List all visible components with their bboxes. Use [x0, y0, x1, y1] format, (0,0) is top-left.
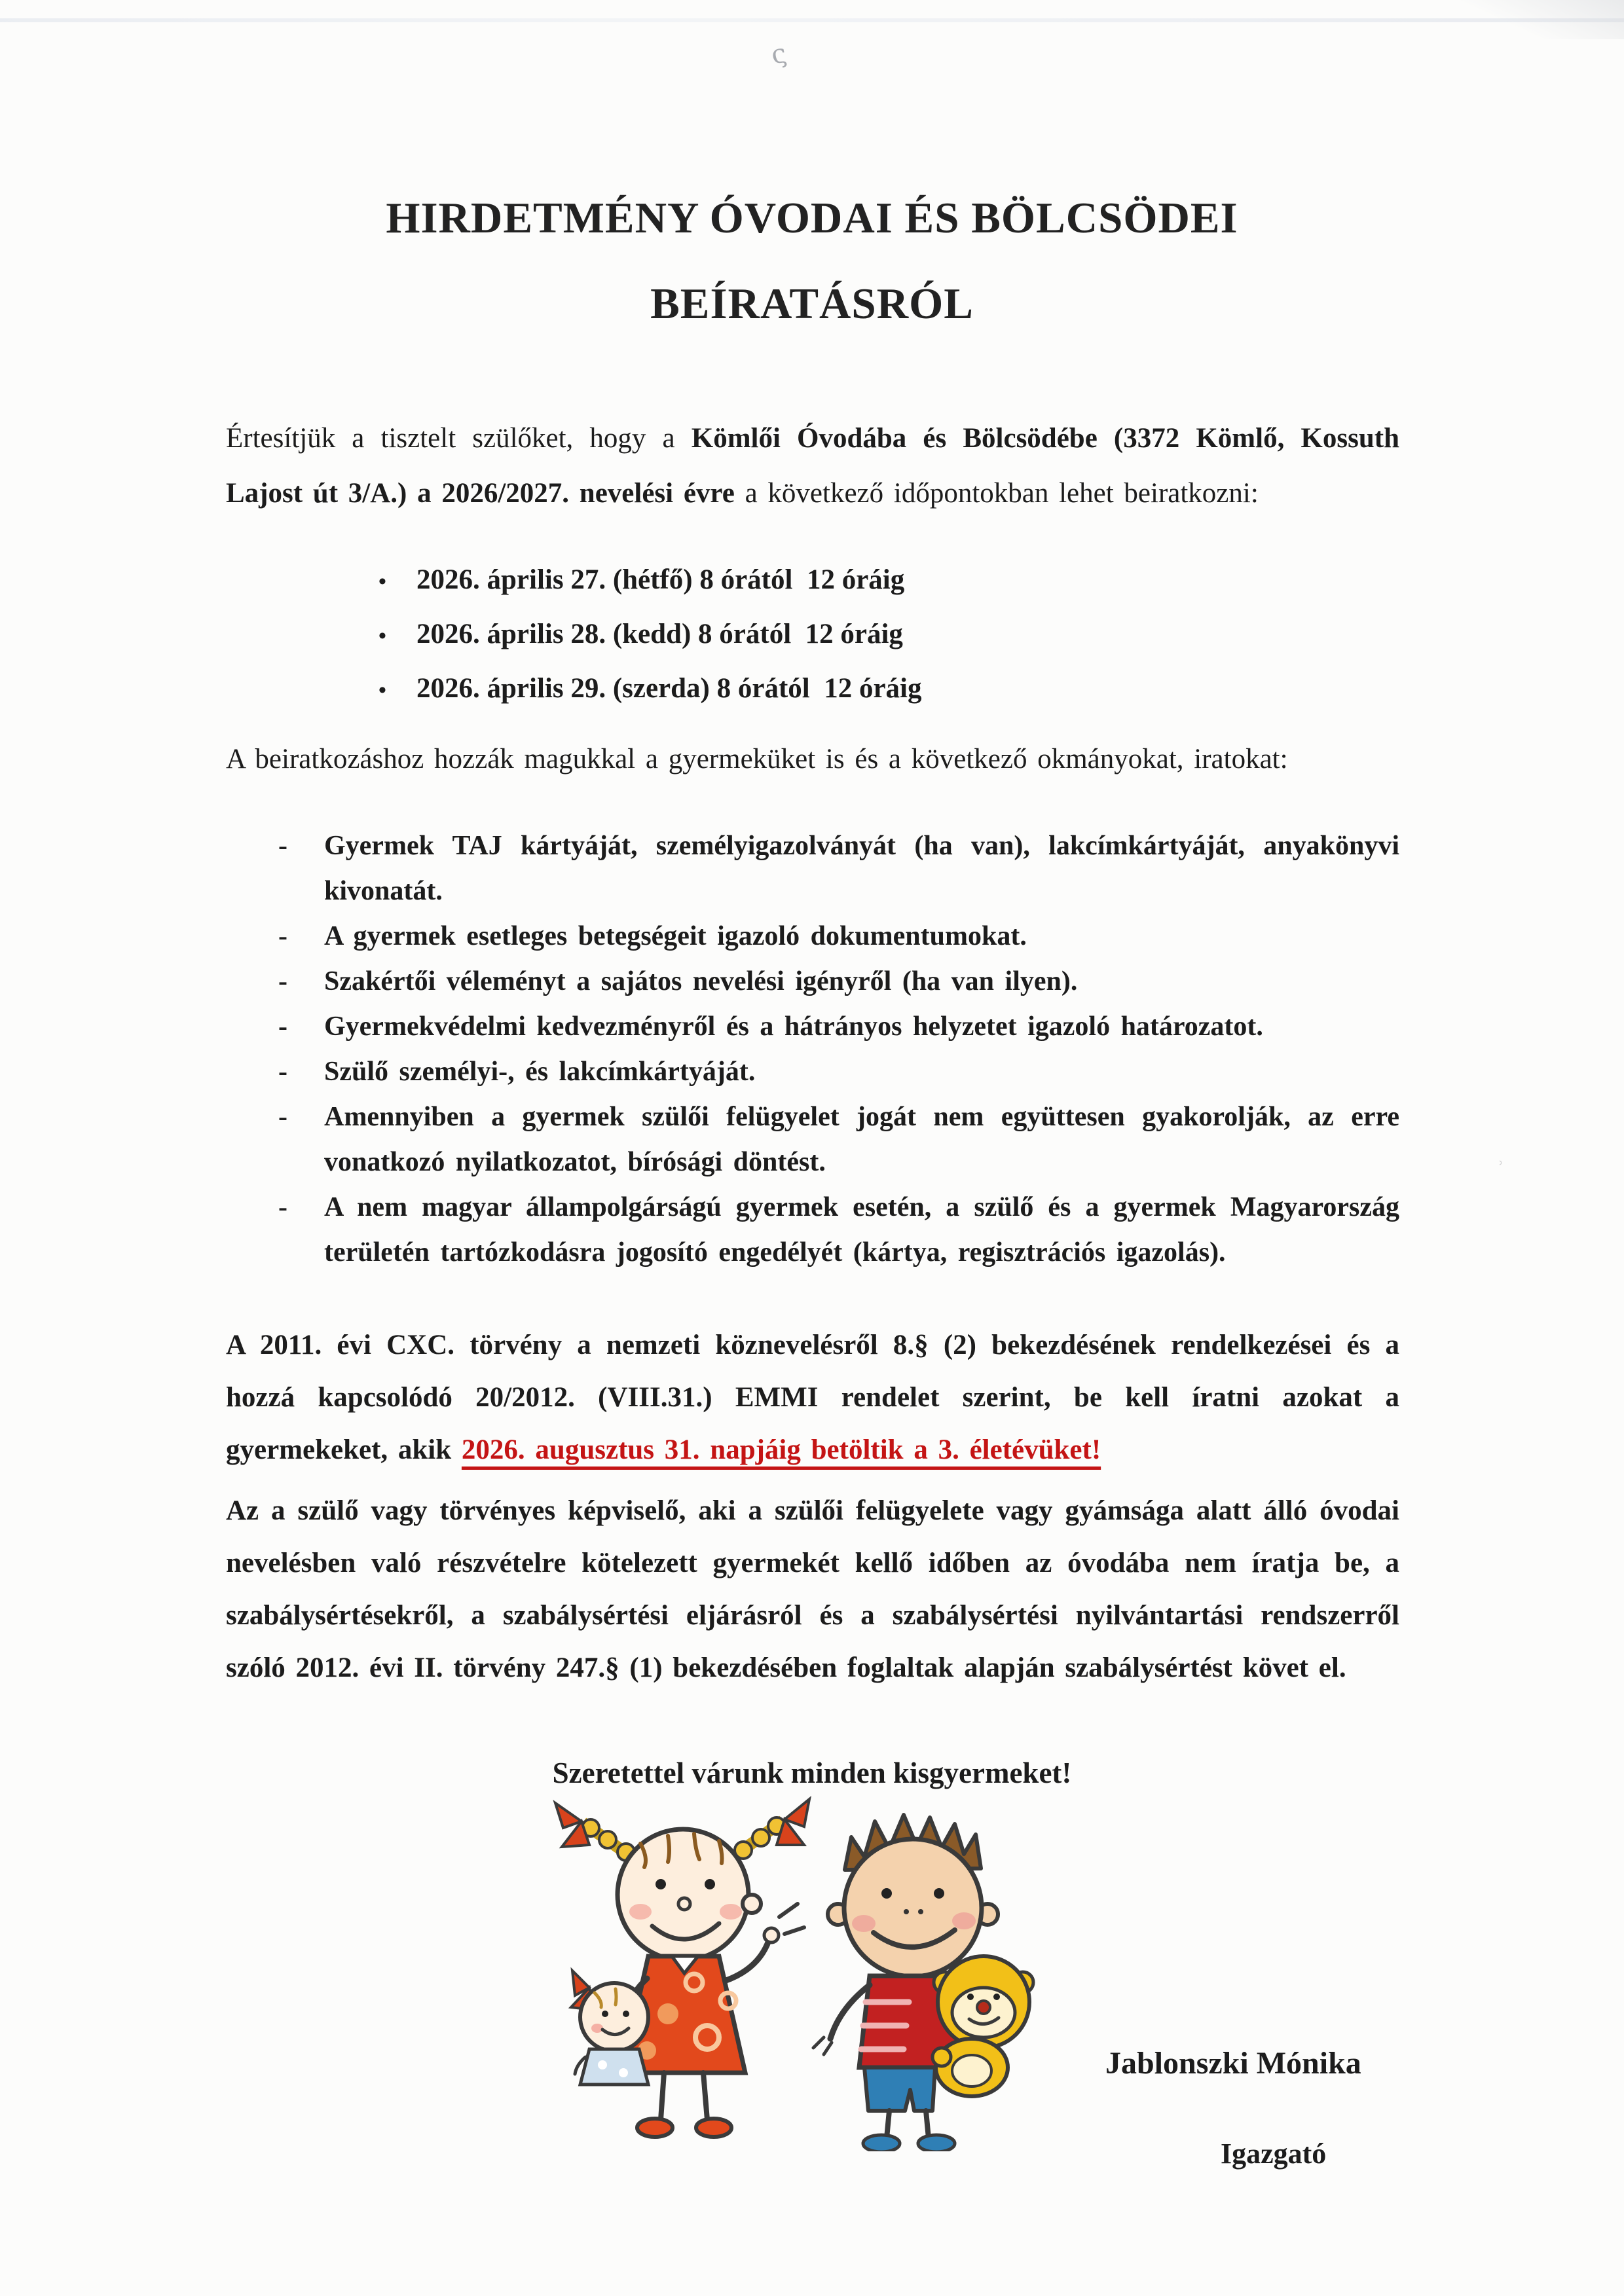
- document-item: [278, 1049, 1399, 1095]
- intro-paragraph: [226, 411, 1399, 521]
- dash-marker: -: [278, 1192, 287, 1222]
- scan-artifact-corner: [1401, 0, 1624, 39]
- document-item-text: Szakértői véleményt a sajátos nevelési igényről (ha van ilyen).: [324, 966, 1078, 996]
- teddy-figure: [932, 1956, 1033, 2096]
- document-item-text: Szülő személyi-, és lakcímkártyáját.: [324, 1057, 756, 1087]
- dash-marker: -: [278, 1102, 287, 1132]
- law-paragraph-1: [226, 1319, 1399, 1476]
- dash-marker: -: [278, 921, 287, 951]
- document-item-text: Amennyiben a gyermek szülői felügyelet jogát nem együttesen gyakorolják, az erre vonatkozó nyilatkozatot, bírósági döntést.: [324, 1102, 1399, 1177]
- page-title: [0, 175, 1624, 347]
- enrollment-date-text: 2026. április 28. (kedd) 8 órától 12 óráig: [416, 619, 903, 649]
- scan-artifact-squiggle: ς: [768, 38, 789, 71]
- document-item: [278, 959, 1399, 1004]
- deadline-highlight: 2026. augusztus 31. napjáig betöltik a 3. életévüket!: [461, 1434, 1101, 1465]
- law-paragraph-2: Az a szülő vagy törvényes képviselő, aki a szülői felügyelete vagy gyámsága alatt álló óvodai nevelésben való részvételre kötelezett gyermekét kellő időben az óvodába nem íratja be, a szabálysértésekről, a szabálysértési eljárásról és a szabálysértési nyilvántartási rendszerről szóló 2012. évi II. törvény 247.§ (1) bekezdésében foglaltak alapján szabálysértést követ el.: [226, 1495, 1399, 1683]
- enrollment-date-item: [378, 608, 922, 663]
- document-item: [278, 914, 1399, 959]
- scan-artifact-mark: ˒: [1497, 1147, 1505, 1171]
- document-item-text: A nem magyar állampolgárságú gyermek esetén, a szülő és a gyermek Magyarország területén tartózkodásra jogosító engedélyét (kártya, regisztrációs igazolás).: [324, 1192, 1399, 1267]
- boy-figure: [813, 1815, 1033, 2151]
- closing-line: Szeretettel várunk minden kisgyermeket!: [552, 1757, 1072, 1789]
- girl-pigtail-left: [555, 1803, 640, 1863]
- scan-artifact-line: [0, 18, 1624, 22]
- dash-marker: -: [278, 1057, 287, 1087]
- document-item-text: Gyermekvédelmi kedvezményről és a hátrányos helyzetet igazoló határozatot.: [324, 1011, 1263, 1042]
- documents-intro: A beiratkozáshoz hozzák magukkal a gyermeküket is és a következő okmányokat, iratokat:: [226, 744, 1288, 774]
- document-item-text: A gyermek esetleges betegségeit igazoló dokumentumokat.: [324, 921, 1027, 951]
- dash-marker: -: [278, 1011, 287, 1042]
- page-title-line2: BEÍRATÁSRÓL: [650, 280, 974, 328]
- enrollment-date-item: [378, 663, 922, 717]
- girl-figure: [555, 1799, 809, 2137]
- girl-pigtail-right: [729, 1799, 809, 1860]
- intro-text-bold: Kömlői Óvodába és Bölcsödébe (3372 Kömlő, Kossuth Lajost út 3/A.) a 2026/2027. nevelési évre: [226, 423, 1399, 509]
- document-list: [278, 824, 1399, 1275]
- bullet-icon: •: [378, 570, 386, 594]
- document-item-text: Gyermek TAJ kártyáját, személyigazolványát (ha van), lakcímkártyáját, anyakönyvi kivonatát.: [324, 831, 1399, 906]
- signature-role: Igazgató: [1221, 2138, 1327, 2170]
- law-paragraph-1-text: A 2011. évi CXC. törvény a nemzeti köznevelésről 8.§ (2) bekezdésének rendelkezései és a hozzá kapcsolódó 20/2012. (VIII.31.) EMMI rendelet szerint, be kell íratni azokat a gyermekeket, akik: [226, 1330, 1399, 1465]
- document-item: [278, 1185, 1399, 1275]
- children-illustration: [542, 1785, 1079, 2151]
- enrollment-date-text: 2026. április 27. (hétfő) 8 órától 12 óráig: [416, 564, 905, 595]
- document-item: [278, 824, 1399, 914]
- enrollment-date-text: 2026. április 29. (szerda) 8 órától 12 óráig: [416, 673, 922, 704]
- document-item: [278, 1095, 1399, 1185]
- dash-marker: -: [278, 831, 287, 861]
- dash-marker: -: [278, 966, 287, 996]
- intro-text-post: a következő időpontokban lehet beiratkozni:: [734, 478, 1259, 509]
- bullet-icon: •: [378, 678, 386, 702]
- bullet-icon: •: [378, 624, 386, 648]
- enrollment-date-list: [378, 554, 922, 717]
- signature-name: Jablonszki Mónika: [1105, 2046, 1361, 2081]
- enrollment-date-item: [378, 554, 922, 608]
- page-title-line1: HIRDETMÉNY ÓVODAI ÉS BÖLCSÖDEI: [386, 194, 1238, 242]
- document-item: [278, 1004, 1399, 1049]
- intro-text-pre: Értesítjük a tisztelt szülőket, hogy a: [226, 423, 692, 454]
